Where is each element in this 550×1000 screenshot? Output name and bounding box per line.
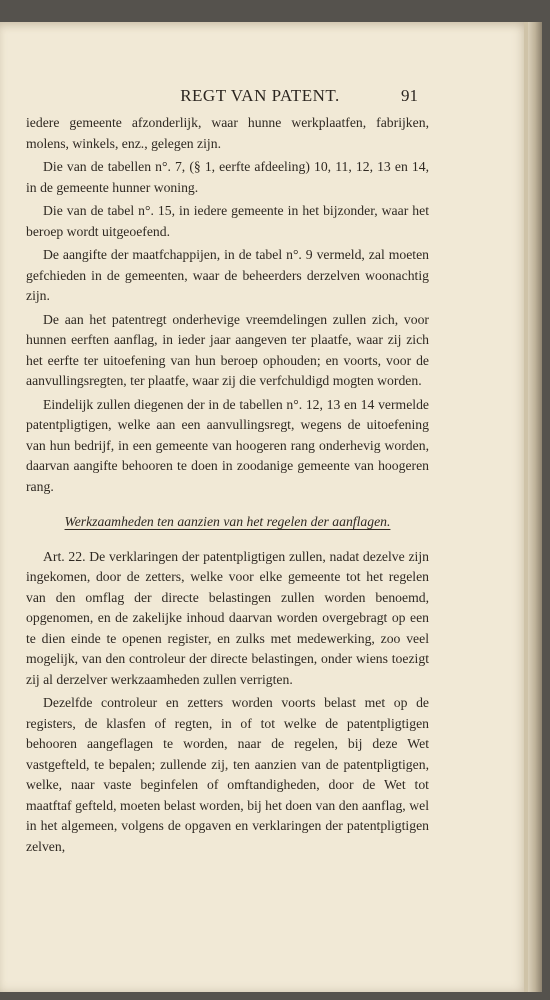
running-head: REGT VAN PATENT. [180, 86, 340, 105]
section-heading: Werkzaamheden ten aanzien van het regelen der aanflagen. [64, 514, 391, 529]
paragraph: Dezelfde controleur en zetters worden voorts belast met op de registers, de klasfen of regten, in of tot welke de patentpligtigen behooren aangeflagen te worden, naar de regelen, bij deze Wet vastgefteld, te bepalen; zullende zij, ten aanzien van de patentpligtigen, welke, naar vaste beginfelen of omftandigheden, door de Wet tot maatftaf gefteld, moeten belast worden, bij het doen van den aanflag, wel in het algemeen, volgens de opgaven en verklaringen der patentpligtigen zelven, [26, 695, 429, 854]
paragraph: Art. 22. De verklaringen der patentpligtigen zullen, nadat dezelve zijn ingekomen, door de zetters, welke voor elke gemeente tot het regelen van den omflag der directe belastingen zullen worden benoemd, opgenomen, en de zakelijke inhoud daarvan worden overgebragt op een te dien einde te openen register, en zulks met medewerking, zoo veel mogelijk, van den controleur der directe belastingen, onder wiens toezigt zij al derzelver werkzaamheden zullen verrigten. [26, 548, 429, 687]
paragraph: De aan het patentregt onderhevige vreemdelingen zullen zich, voor hunnen eerften aanflag, in ieder jaar aangeven ter plaatfe, waar zij zich het eerfte ter uitoefening van hun beroep ophouden; en voorts, voor de aanvullingsregten, ter plaatfe, waar zij die verfchuldigd mogten worden. [26, 311, 429, 388]
paragraph: Eindelijk zullen diegenen der in de tabellen n°. 12, 13 en 14 vermelde patentpligtigen, welke aan een aanvullingsregt, wegens de uitoefening van hun bedrijf, in een gemeente van hoogeren rang onderhevig worden, daarvan aangifte behooren te doen in zoodanige gemeente van hoogeren rang. [26, 396, 429, 494]
body-text [26, 113, 429, 860]
page-number: 91 [401, 86, 418, 105]
paragraph: Die van de tabel n°. 15, in iedere gemeente in het bijzonder, waar het beroep wordt uitgeoefend. [26, 203, 429, 239]
page-header [0, 86, 528, 110]
paragraph: Die van de tabellen n°. 7, (§ 1, eerfte afdeeling) 10, 11, 12, 13 en 14, in de gemeente hunner woning. [26, 159, 429, 195]
paragraph: iedere gemeente afzonderlijk, waar hunne werkplaatfen, fabrijken, molens, winkels, enz., gelegen zijn. [26, 115, 429, 151]
page-fore-edge [528, 22, 542, 992]
paragraph: De aangifte der maatfchappijen, in de tabel n°. 9 vermeld, zal moeten gefchieden in de gemeenten, waar de beheerders derzelven woonachtig zijn. [26, 247, 429, 303]
